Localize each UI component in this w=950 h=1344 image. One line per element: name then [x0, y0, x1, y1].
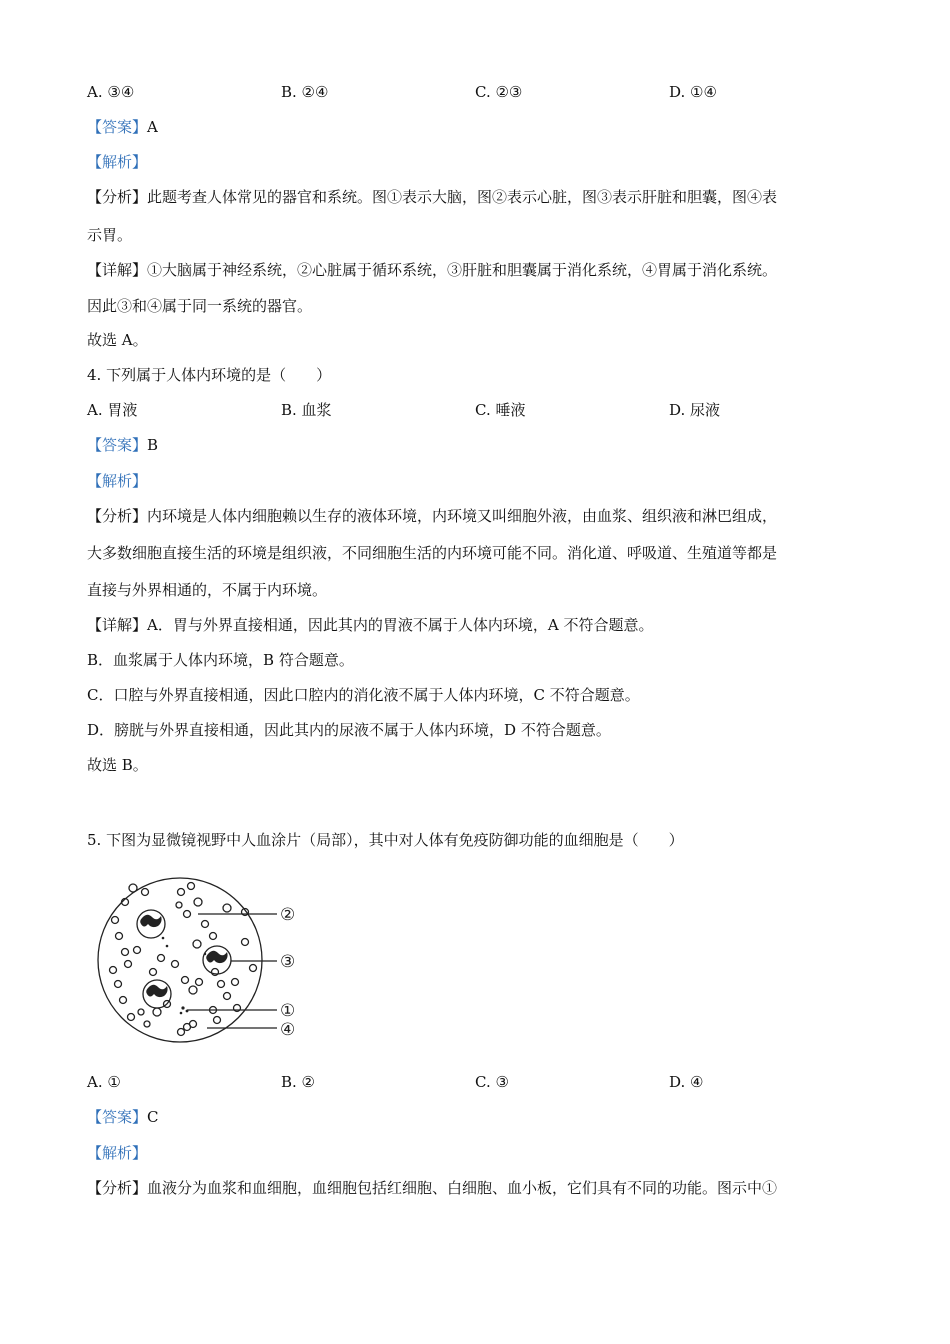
- answer-tag: 【答案】: [87, 436, 148, 454]
- q5-question: 5. 下图为显微镜视野中人血涂片（局部），其中对人体有免疫防御功能的血细胞是（ ）: [87, 831, 684, 849]
- answer-tag: 【答案】: [87, 118, 148, 136]
- fenxi-text: 内环境是人体内细胞赖以生存的液体环境，内环境又叫细胞外液，由血浆、组织液和淋巴组成，: [147, 507, 778, 525]
- q3-fenxi-line-2: 示胃。: [87, 226, 133, 244]
- q4-option-b: B. 血浆: [281, 401, 332, 419]
- q5-option-b: B. ②: [281, 1073, 316, 1091]
- q3-answer-line: [87, 117, 158, 137]
- fenxi-tag: 【分析】: [87, 188, 148, 206]
- q4-xiangjie-line-c: C．口腔与外界直接相通，因此口腔内的消化液不属于人体内环境，C 不符合题意。: [87, 686, 640, 704]
- q4-option-c: C. 唾液: [475, 401, 526, 419]
- q4-xiangjie-line-d: D．膀胱与外界直接相通，因此其内的尿液不属于人体内环境，D 不符合题意。: [87, 721, 611, 739]
- fenxi-tag: 【分析】: [87, 1179, 148, 1197]
- white-blood-cell: [137, 910, 165, 938]
- q3-option-d: D. ①④: [669, 83, 717, 101]
- figure-label-1: ①: [280, 1001, 296, 1021]
- answer-value: A: [147, 118, 158, 136]
- q5-option-d: D. ④: [669, 1073, 704, 1091]
- q3-option-c: C. ②③: [475, 83, 523, 101]
- jiexi-tag: 【解析】: [87, 472, 148, 490]
- q3-xiangjie-line-1: [87, 260, 867, 280]
- xiangjie-text: ①大脑属于神经系统，②心脏属于循环系统，③肝脏和胆囊属于消化系统，④胃属于消化系统。: [147, 261, 778, 279]
- q4-answer-line: [87, 435, 158, 455]
- q4-fenxi-line-1: [87, 506, 867, 526]
- fenxi-tag: 【分析】: [87, 507, 148, 525]
- figure-label-3: ③: [280, 952, 296, 972]
- answer-tag: 【答案】: [87, 1108, 148, 1126]
- fenxi-text: 此题考查人体常见的器官和系统。图①表示大脑，图②表示心脏，图③表示肝脏和胆囊，图④表: [147, 188, 778, 206]
- q3-conclusion: 故选 A。: [87, 331, 148, 349]
- q5-answer-line: [87, 1107, 159, 1127]
- q4-fenxi-line-2: 大多数细胞直接生活的环境是组织液，不同细胞生活的内环境可能不同。消化道、呼吸道、生殖道等都是: [87, 544, 778, 562]
- q4-jiexi-line: [87, 471, 147, 491]
- q4-conclusion: 故选 B。: [87, 756, 148, 774]
- figure-label-4: ④: [280, 1020, 296, 1040]
- answer-value: C: [147, 1108, 159, 1126]
- q3-xiangjie-line-2: 因此③和④属于同一系统的器官。: [87, 297, 313, 315]
- fenxi-text: 血液分为血浆和血细胞，血细胞包括红细胞、白细胞、血小板，它们具有不同的功能。图示中①: [147, 1179, 778, 1197]
- q3-option-b: B. ②④: [281, 83, 329, 101]
- answer-value: B: [147, 436, 159, 454]
- jiexi-tag: 【解析】: [87, 1144, 148, 1162]
- q3-fenxi-line-1: [87, 187, 867, 207]
- q5-jiexi-line: [87, 1143, 147, 1163]
- q4-option-a: A. 胃液: [87, 401, 138, 419]
- q5-fenxi-line-1: [87, 1178, 867, 1198]
- q4-fenxi-line-3: 直接与外界相通的，不属于内环境。: [87, 581, 328, 599]
- xiangjie-tag: 【详解】: [87, 616, 148, 634]
- q4-xiangjie-line-a: [87, 615, 653, 635]
- q3-jiexi-line: [87, 152, 147, 172]
- xiangjie-text: A．胃与外界直接相通，因此其内的胃液不属于人体内环境，A 不符合题意。: [147, 616, 654, 634]
- q5-option-c: C. ③: [475, 1073, 509, 1091]
- xiangjie-tag: 【详解】: [87, 261, 148, 279]
- q4-question: 4. 下列属于人体内环境的是（ ）: [87, 366, 332, 384]
- figure-label-2: ②: [280, 905, 296, 925]
- white-blood-cell: [143, 980, 171, 1008]
- q5-option-a: A. ①: [87, 1073, 121, 1091]
- q4-option-d: D. 尿液: [669, 401, 721, 419]
- blood-smear-figure: [95, 872, 310, 1047]
- jiexi-tag: 【解析】: [87, 153, 148, 171]
- q4-xiangjie-line-b: B．血浆属于人体内环境，B 符合题意。: [87, 651, 354, 669]
- q3-option-a: A. ③④: [87, 83, 135, 101]
